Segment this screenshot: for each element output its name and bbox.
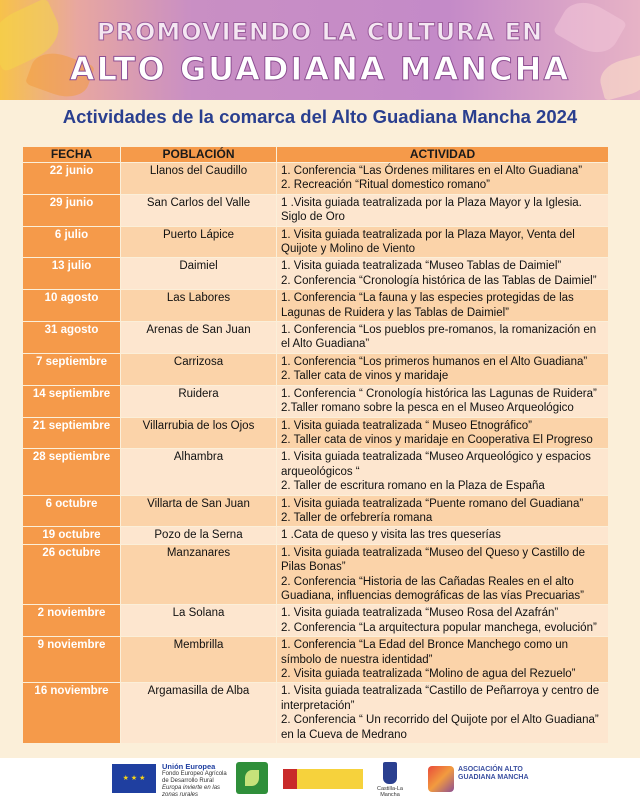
- banner-title-line2: ALTO GUADIANA MANCHA: [69, 50, 571, 88]
- cell-actividad: [277, 544, 609, 605]
- eu-title: Unión Europea: [162, 762, 216, 771]
- cell-fecha: 9 noviembre: [23, 637, 121, 683]
- activity-line: 2. Visita guiada teatralizada “Molino de agua del Rezuelo”: [281, 668, 576, 680]
- cell-poblacion: Pozo de la Serna: [121, 527, 277, 544]
- table-row: [23, 544, 609, 605]
- cell-actividad: [277, 194, 609, 226]
- cell-actividad: [277, 527, 609, 544]
- activity-line: 2.Taller romano sobre la pesca en el Museo Arqueológico: [281, 402, 574, 415]
- eu-fund-text: [162, 763, 234, 799]
- cell-fecha: 10 agosto: [23, 290, 121, 322]
- cell-poblacion: San Carlos del Valle: [121, 194, 277, 226]
- activity-line: 2. Taller cata de vinos y maridaje: [281, 370, 449, 383]
- cell-actividad: [277, 605, 609, 637]
- eu-fund-name: Fondo Europeo Agrícola de Desarrollo Rural: [162, 771, 227, 784]
- column-header-fecha: FECHA: [23, 147, 121, 163]
- clm-shield-icon: [383, 762, 397, 784]
- leader-logo-icon: [236, 762, 268, 794]
- cell-fecha: 13 julio: [23, 258, 121, 290]
- table-row: [23, 605, 609, 637]
- activity-line: 2. Conferencia “Cronología histórica de las Tablas de Daimiel”: [281, 274, 597, 287]
- cell-fecha: 14 septiembre: [23, 385, 121, 417]
- cell-fecha: 7 septiembre: [23, 353, 121, 385]
- cell-fecha: 31 agosto: [23, 322, 121, 354]
- cell-fecha: 6 julio: [23, 226, 121, 258]
- table-row: [23, 385, 609, 417]
- table-row: [23, 322, 609, 354]
- column-header-poblacion: POBLACIÓN: [121, 147, 277, 163]
- cell-poblacion: Ruidera: [121, 385, 277, 417]
- activity-line: 1. Visita guiada teatralizada por la Plaza Mayor, Venta del Quijote y Molino de Viento: [281, 228, 575, 256]
- page-title: Actividades de la comarca del Alto Guadiana Mancha 2024: [62, 106, 578, 127]
- activity-line: 2. Taller cata de vinos y maridaje en Cooperativa El Progreso: [281, 433, 593, 446]
- cell-actividad: [277, 258, 609, 290]
- castilla-la-mancha-logo: [370, 762, 410, 796]
- table-row: [23, 683, 609, 744]
- cell-actividad: [277, 290, 609, 322]
- cell-fecha: 2 noviembre: [23, 605, 121, 637]
- cell-fecha: 26 octubre: [23, 544, 121, 605]
- activities-table: [22, 146, 609, 744]
- activity-line: 1. Conferencia “Las Órdenes militares en el Alto Guadiana”: [281, 165, 583, 177]
- header-banner: [0, 0, 640, 100]
- table-row: [23, 194, 609, 226]
- cell-fecha: 28 septiembre: [23, 449, 121, 495]
- table-row: [23, 163, 609, 195]
- cell-fecha: 21 septiembre: [23, 417, 121, 449]
- table-row: [23, 637, 609, 683]
- column-header-actividad: ACTIVIDAD: [277, 147, 609, 163]
- cell-fecha: 6 octubre: [23, 495, 121, 527]
- cell-fecha: 29 junio: [23, 194, 121, 226]
- cell-poblacion: Las Labores: [121, 290, 277, 322]
- activity-line: 1. Visita guiada teatralizada “Museo Arqueológico y espacios arqueológicos “: [281, 451, 591, 478]
- clm-label: Castilla-La Mancha: [377, 786, 403, 798]
- activity-line: 1. Visita guiada teatralizada “Castillo de Peñarroya y centro de interpretación”: [281, 685, 600, 712]
- cell-poblacion: Carrizosa: [121, 353, 277, 385]
- activity-line: 1. Conferencia “ Cronología histórica las Lagunas de Ruidera”: [281, 387, 597, 400]
- activity-line: 2. Conferencia “Historia de las Cañadas Reales en el alto Guadiana, influencias demográficas de las vías Precuarias”: [281, 575, 584, 602]
- activity-line: 1 .Cata de queso y visita las tres queserías: [281, 529, 501, 542]
- activity-line: 1. Visita guiada teatralizada “ Museo Etnográfico”: [281, 419, 533, 432]
- activity-line: 1. Conferencia “La Edad del Bronce Manchego como un símbolo de nuestra identidad”: [281, 639, 569, 666]
- cell-poblacion: Membrilla: [121, 637, 277, 683]
- activity-line: 1. Visita guiada teatralizada “Museo Tablas de Daimiel”: [281, 260, 562, 273]
- table-row: [23, 527, 609, 544]
- cell-actividad: [277, 163, 609, 195]
- table-row: [23, 417, 609, 449]
- sponsor-logos-footer: [0, 758, 640, 800]
- cell-poblacion: La Solana: [121, 605, 277, 637]
- association-logo-icon: [428, 766, 454, 792]
- cell-actividad: [277, 353, 609, 385]
- cell-poblacion: Argamasilla de Alba: [121, 683, 277, 744]
- table-row: [23, 226, 609, 258]
- table-row: [23, 258, 609, 290]
- cell-poblacion: Villarrubia de los Ojos: [121, 417, 277, 449]
- cell-poblacion: Villarta de San Juan: [121, 495, 277, 527]
- association-label: ASOCIACIÓN ALTO GUADIANA MANCHA: [458, 766, 529, 781]
- eu-flag-icon: ★ ★ ★: [112, 764, 156, 793]
- table-header-row: [23, 147, 609, 163]
- cell-actividad: [277, 449, 609, 495]
- table-row: [23, 495, 609, 527]
- cell-poblacion: Puerto Lápice: [121, 226, 277, 258]
- cell-fecha: 22 junio: [23, 163, 121, 195]
- cell-actividad: [277, 226, 609, 258]
- activity-line: 2. Recreación “Ritual domestico romano”: [281, 179, 491, 192]
- activity-line: 2. Conferencia “ Un recorrido del Quijote por el Alto Guadiana” en la Cueva de Medrano: [281, 714, 599, 741]
- spanish-government-logo: [283, 769, 363, 789]
- activity-line: 2. Conferencia “La arquitectura popular manchega, evolución”: [281, 621, 597, 634]
- cell-poblacion: Arenas de San Juan: [121, 322, 277, 354]
- activity-line: 1 .Visita guiada teatralizada por la Plaza Mayor y la Iglesia. Siglo de Oro: [281, 196, 582, 224]
- cell-actividad: [277, 417, 609, 449]
- activity-line: 1. Conferencia “Los primeros humanos en el Alto Guadiana”: [281, 355, 588, 368]
- cell-actividad: [277, 683, 609, 744]
- activity-line: 2. Taller de escritura romano en la Plaza de España: [281, 480, 545, 493]
- table-body: [23, 163, 609, 744]
- cell-fecha: 19 octubre: [23, 527, 121, 544]
- cell-poblacion: Manzanares: [121, 544, 277, 605]
- cell-fecha: 16 noviembre: [23, 683, 121, 744]
- cell-actividad: [277, 322, 609, 354]
- activity-line: 2. Taller de orfebrería romana: [281, 511, 433, 524]
- banner-title-line1: PROMOVIENDO LA CULTURA EN: [96, 18, 544, 46]
- cell-actividad: [277, 495, 609, 527]
- cell-actividad: [277, 385, 609, 417]
- activity-line: 1. Visita guiada teatralizada “Puente romano del Guadiana”: [281, 497, 584, 510]
- eu-motto: Europa invierte en las zonas rurales: [162, 785, 221, 798]
- activity-line: 1. Conferencia “Los pueblos pre-romanos, la romanización en el Alto Guadiana”: [281, 324, 597, 351]
- activity-line: 1. Visita guiada teatralizada “Museo Rosa del Azafrán”: [281, 607, 559, 620]
- cell-poblacion: Llanos del Caudillo: [121, 163, 277, 195]
- activity-line: 1. Visita guiada teatralizada “Museo del Queso y Castillo de Pilas Bonas”: [281, 546, 586, 574]
- activity-line: 1. Conferencia “La fauna y las especies protegidas de las Lagunas de Ruidera y las Tablas de Daimiel”: [281, 292, 574, 319]
- cell-poblacion: Daimiel: [121, 258, 277, 290]
- table-row: [23, 353, 609, 385]
- table-row: [23, 449, 609, 495]
- cell-actividad: [277, 637, 609, 683]
- cell-poblacion: Alhambra: [121, 449, 277, 495]
- table-row: [23, 290, 609, 322]
